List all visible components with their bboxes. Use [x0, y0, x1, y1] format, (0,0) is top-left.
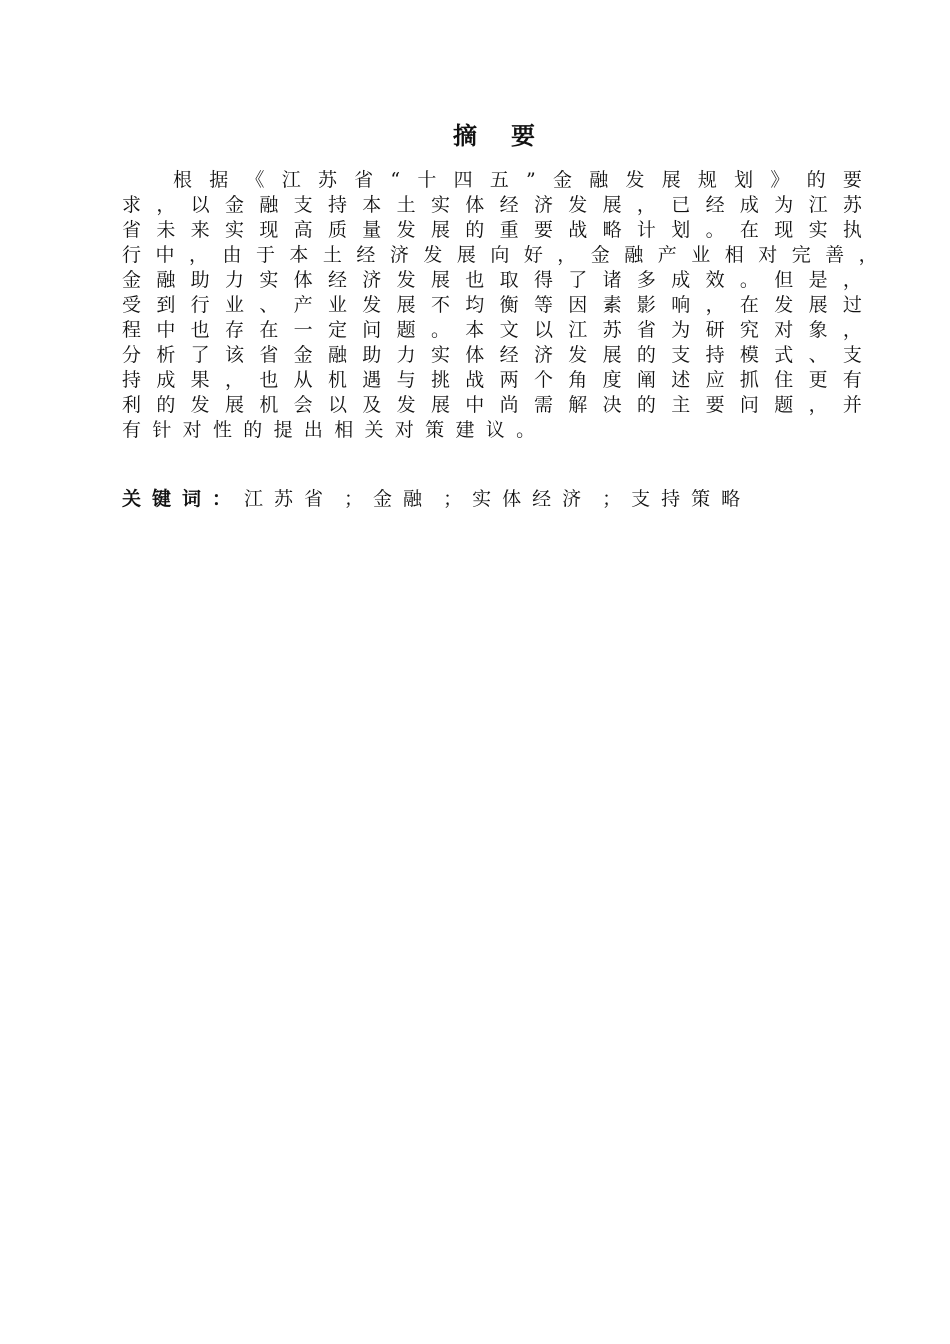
abstract-line: 根 据 《 江 苏 省 “ 十 四 五 ” 金 融 发 展 规 划 》 的 要 [173, 169, 862, 191]
abstract-line: 有 针 对 性 的 提 出 相 关 对 策 建 议 。 [122, 419, 536, 441]
abstract-line: 行 中 ， 由 于 本 土 经 济 发 展 向 好 ， 金 融 产 业 相 对 完 善 ， [122, 244, 878, 266]
title-part-2: 要 [511, 121, 537, 150]
keyword-item: 江苏省 [244, 488, 335, 510]
keyword-item: 金融 [373, 488, 434, 510]
keywords-row [122, 486, 751, 512]
keyword-separator: ； [443, 488, 463, 510]
keyword-separator: ； [344, 488, 364, 510]
abstract-line: 省 未 来 实 现 高 质 量 发 展 的 重 要 战 略 计 划 。 在 现 实 执 [122, 219, 862, 241]
title-part-1: 摘 [453, 121, 479, 150]
abstract-body [122, 168, 878, 443]
abstract-line: 分 析 了 该 省 金 融 助 力 实 体 经 济 发 展 的 支 持 模 式 、 支 [122, 344, 862, 366]
abstract-line: 金 融 助 力 实 体 经 济 发 展 也 取 得 了 诸 多 成 效 。 但 是 ， [122, 269, 862, 291]
keyword-item: 实体经济 [472, 488, 593, 510]
keywords-label: 关键词： [122, 488, 243, 510]
abstract-line: 程 中 也 存 在 一 定 问 题 。 本 文 以 江 苏 省 为 研 究 对 象 ， [122, 319, 862, 341]
keyword-separator: ； [602, 488, 622, 510]
abstract-line: 受 到 行 业 、 产 业 发 展 不 均 衡 等 因 素 影 响 ， 在 发 展 过 [122, 294, 862, 316]
abstract-line: 利 的 发 展 机 会 以 及 发 展 中 尚 需 解 决 的 主 要 问 题 ， 并 [122, 394, 862, 416]
abstract-line: 持 成 果 ， 也 从 机 遇 与 挑 战 两 个 角 度 阐 述 应 抓 住 更 有 [122, 369, 862, 391]
abstract-line: 求 ， 以 金 融 支 持 本 土 实 体 经 济 发 展 ， 已 经 成 为 江 苏 [122, 194, 862, 216]
page-title [0, 116, 950, 151]
keyword-item: 支持策略 [631, 488, 752, 510]
